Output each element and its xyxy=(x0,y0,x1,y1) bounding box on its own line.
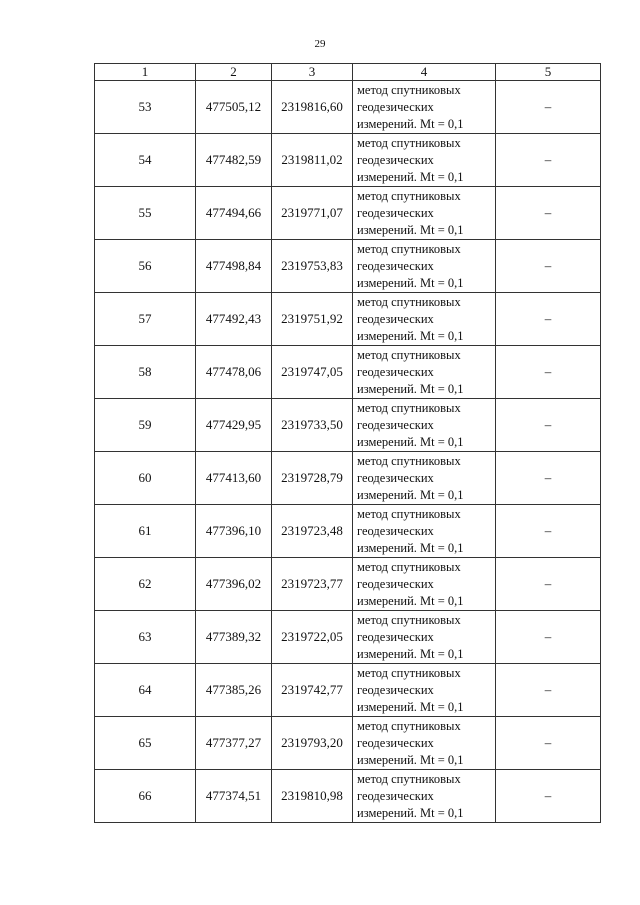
table-row xyxy=(95,558,601,611)
note-cell: – xyxy=(496,558,601,611)
method-cell xyxy=(353,452,496,505)
method-cell xyxy=(353,717,496,770)
note-cell: – xyxy=(496,346,601,399)
y-coordinate-cell: 2319723,77 xyxy=(272,558,353,611)
method-cell xyxy=(353,346,496,399)
method-text-line: метод спутниковых xyxy=(357,188,461,203)
method-text-line: измерений. Mt = 0,1 xyxy=(357,699,464,714)
y-coordinate-cell: 2319811,02 xyxy=(272,134,353,187)
table-row xyxy=(95,505,601,558)
note-cell: – xyxy=(496,240,601,293)
note-cell: – xyxy=(496,293,601,346)
point-number-cell: 66 xyxy=(95,770,196,823)
method-text-line: измерений. Mt = 0,1 xyxy=(357,169,464,184)
page-number: 29 xyxy=(314,38,326,50)
table-row xyxy=(95,346,601,399)
point-number-cell: 60 xyxy=(95,452,196,505)
method-cell xyxy=(353,134,496,187)
method-text-line: геодезических xyxy=(357,682,434,697)
x-coordinate-cell: 477385,26 xyxy=(196,664,272,717)
method-text-line: метод спутниковых xyxy=(357,718,461,733)
method-text-line: метод спутниковых xyxy=(357,453,461,468)
y-coordinate-cell: 2319742,77 xyxy=(272,664,353,717)
method-text-line: метод спутниковых xyxy=(357,559,461,574)
method-text-line: метод спутниковых xyxy=(357,612,461,627)
note-cell: – xyxy=(496,81,601,134)
point-number-cell: 65 xyxy=(95,717,196,770)
column-header: 3 xyxy=(272,64,353,81)
x-coordinate-cell: 477482,59 xyxy=(196,134,272,187)
point-number-cell: 63 xyxy=(95,611,196,664)
method-cell xyxy=(353,187,496,240)
method-text-line: измерений. Mt = 0,1 xyxy=(357,434,464,449)
method-cell xyxy=(353,240,496,293)
y-coordinate-cell: 2319810,98 xyxy=(272,770,353,823)
y-coordinate-cell: 2319771,07 xyxy=(272,187,353,240)
x-coordinate-cell: 477505,12 xyxy=(196,81,272,134)
column-header: 4 xyxy=(353,64,496,81)
point-number-cell: 59 xyxy=(95,399,196,452)
y-coordinate-cell: 2319753,83 xyxy=(272,240,353,293)
method-cell xyxy=(353,558,496,611)
table-row xyxy=(95,770,601,823)
method-text-line: геодезических xyxy=(357,788,434,803)
method-text-line: геодезических xyxy=(357,523,434,538)
x-coordinate-cell: 477478,06 xyxy=(196,346,272,399)
method-cell xyxy=(353,664,496,717)
method-text-line: метод спутниковых xyxy=(357,135,461,150)
x-coordinate-cell: 477494,66 xyxy=(196,187,272,240)
x-coordinate-cell: 477492,43 xyxy=(196,293,272,346)
point-number-cell: 64 xyxy=(95,664,196,717)
point-number-cell: 57 xyxy=(95,293,196,346)
point-number-cell: 56 xyxy=(95,240,196,293)
point-number-cell: 62 xyxy=(95,558,196,611)
note-cell: – xyxy=(496,187,601,240)
note-cell: – xyxy=(496,770,601,823)
method-text-line: геодезических xyxy=(357,258,434,273)
method-cell xyxy=(353,770,496,823)
method-text-line: метод спутниковых xyxy=(357,771,461,786)
note-cell: – xyxy=(496,664,601,717)
table-row xyxy=(95,293,601,346)
note-cell: – xyxy=(496,611,601,664)
method-text-line: измерений. Mt = 0,1 xyxy=(357,381,464,396)
table-row xyxy=(95,399,601,452)
method-text-line: метод спутниковых xyxy=(357,82,461,97)
y-coordinate-cell: 2319816,60 xyxy=(272,81,353,134)
note-cell: – xyxy=(496,505,601,558)
method-text-line: измерений. Mt = 0,1 xyxy=(357,805,464,820)
method-text-line: геодезических xyxy=(357,576,434,591)
point-number-cell: 58 xyxy=(95,346,196,399)
table-row xyxy=(95,81,601,134)
method-text-line: геодезических xyxy=(357,152,434,167)
x-coordinate-cell: 477374,51 xyxy=(196,770,272,823)
x-coordinate-cell: 477396,10 xyxy=(196,505,272,558)
method-cell xyxy=(353,81,496,134)
x-coordinate-cell: 477396,02 xyxy=(196,558,272,611)
note-cell: – xyxy=(496,717,601,770)
method-text-line: геодезических xyxy=(357,99,434,114)
note-cell: – xyxy=(496,134,601,187)
method-text-line: геодезических xyxy=(357,205,434,220)
method-text-line: геодезических xyxy=(357,364,434,379)
table-row xyxy=(95,240,601,293)
method-text-line: геодезических xyxy=(357,470,434,485)
y-coordinate-cell: 2319751,92 xyxy=(272,293,353,346)
method-text-line: измерений. Mt = 0,1 xyxy=(357,487,464,502)
point-number-cell: 55 xyxy=(95,187,196,240)
method-cell xyxy=(353,611,496,664)
x-coordinate-cell: 477429,95 xyxy=(196,399,272,452)
method-text-line: геодезических xyxy=(357,735,434,750)
method-text-line: измерений. Mt = 0,1 xyxy=(357,328,464,343)
column-header: 5 xyxy=(496,64,601,81)
y-coordinate-cell: 2319723,48 xyxy=(272,505,353,558)
method-text-line: измерений. Mt = 0,1 xyxy=(357,646,464,661)
x-coordinate-cell: 477413,60 xyxy=(196,452,272,505)
column-header: 1 xyxy=(95,64,196,81)
table-row xyxy=(95,187,601,240)
method-text-line: метод спутниковых xyxy=(357,665,461,680)
column-header: 2 xyxy=(196,64,272,81)
method-text-line: геодезических xyxy=(357,629,434,644)
y-coordinate-cell: 2319793,20 xyxy=(272,717,353,770)
method-text-line: измерений. Mt = 0,1 xyxy=(357,752,464,767)
method-text-line: метод спутниковых xyxy=(357,506,461,521)
table-row xyxy=(95,452,601,505)
note-cell: – xyxy=(496,452,601,505)
method-text-line: метод спутниковых xyxy=(357,347,461,362)
y-coordinate-cell: 2319747,05 xyxy=(272,346,353,399)
method-text-line: измерений. Mt = 0,1 xyxy=(357,540,464,555)
y-coordinate-cell: 2319722,05 xyxy=(272,611,353,664)
method-cell xyxy=(353,505,496,558)
method-text-line: метод спутниковых xyxy=(357,241,461,256)
point-number-cell: 54 xyxy=(95,134,196,187)
header-row xyxy=(95,64,601,81)
method-text-line: измерений. Mt = 0,1 xyxy=(357,275,464,290)
table-row xyxy=(95,717,601,770)
x-coordinate-cell: 477377,27 xyxy=(196,717,272,770)
method-text-line: измерений. Mt = 0,1 xyxy=(357,222,464,237)
method-text-line: геодезических xyxy=(357,311,434,326)
method-text-line: геодезических xyxy=(357,417,434,432)
table-body xyxy=(95,81,601,823)
table-row xyxy=(95,134,601,187)
method-text-line: метод спутниковых xyxy=(357,400,461,415)
note-cell: – xyxy=(496,399,601,452)
x-coordinate-cell: 477498,84 xyxy=(196,240,272,293)
table-row xyxy=(95,611,601,664)
method-cell xyxy=(353,293,496,346)
method-text-line: метод спутниковых xyxy=(357,294,461,309)
method-cell xyxy=(353,399,496,452)
coordinates-table xyxy=(94,63,601,823)
method-text-line: измерений. Mt = 0,1 xyxy=(357,593,464,608)
point-number-cell: 61 xyxy=(95,505,196,558)
point-number-cell: 53 xyxy=(95,81,196,134)
method-text-line: измерений. Mt = 0,1 xyxy=(357,116,464,131)
table-row xyxy=(95,664,601,717)
y-coordinate-cell: 2319728,79 xyxy=(272,452,353,505)
y-coordinate-cell: 2319733,50 xyxy=(272,399,353,452)
x-coordinate-cell: 477389,32 xyxy=(196,611,272,664)
